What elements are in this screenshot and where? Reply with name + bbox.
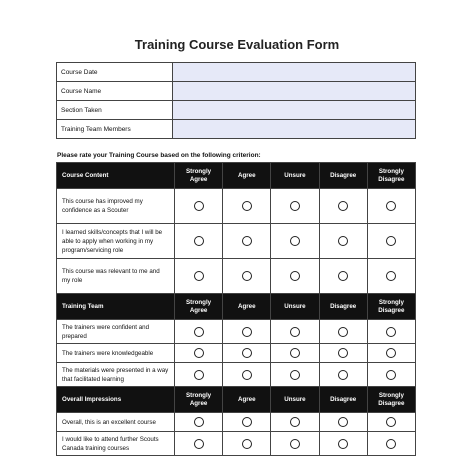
disagree-radio[interactable]	[338, 348, 348, 358]
unsure-radio[interactable]	[290, 201, 300, 211]
strongly-agree-radio[interactable]	[194, 201, 204, 211]
strongly-disagree-radio[interactable]	[386, 236, 396, 246]
question-text: The trainers were knowledgeable	[57, 344, 175, 363]
scale-strongly-agree-header: Strongly Agree	[175, 294, 223, 320]
section-heading: Training Team	[57, 294, 175, 320]
disagree-radio[interactable]	[338, 417, 348, 427]
option-cell	[271, 432, 319, 456]
rating-table	[56, 162, 416, 456]
option-cell	[223, 344, 271, 363]
training-team-members-field[interactable]	[173, 120, 416, 139]
option-cell	[223, 413, 271, 432]
disagree-radio[interactable]	[338, 201, 348, 211]
question-text: This course was relevant to me and my role	[57, 259, 175, 294]
option-cell	[367, 320, 415, 344]
unsure-radio[interactable]	[290, 271, 300, 281]
disagree-radio[interactable]	[338, 370, 348, 380]
disagree-radio[interactable]	[338, 271, 348, 281]
course-name-field[interactable]	[173, 82, 416, 101]
option-cell	[223, 224, 271, 259]
option-cell	[271, 224, 319, 259]
section-heading: Course Content	[57, 163, 175, 189]
course-info-table	[56, 62, 416, 139]
option-cell	[319, 363, 367, 387]
unsure-radio[interactable]	[290, 348, 300, 358]
option-cell	[223, 259, 271, 294]
disagree-radio[interactable]	[338, 439, 348, 449]
option-cell	[271, 189, 319, 224]
section-header-overall-impressions	[57, 387, 416, 413]
strongly-agree-radio[interactable]	[194, 327, 204, 337]
scale-agree-header: Agree	[223, 387, 271, 413]
agree-radio[interactable]	[242, 236, 252, 246]
question-text: This course has improved my confidence as a Scouter	[57, 189, 175, 224]
option-cell	[175, 344, 223, 363]
agree-radio[interactable]	[242, 370, 252, 380]
option-cell	[367, 432, 415, 456]
option-cell	[175, 320, 223, 344]
strongly-agree-radio[interactable]	[194, 439, 204, 449]
option-cell	[367, 413, 415, 432]
strongly-disagree-radio[interactable]	[386, 271, 396, 281]
option-cell	[175, 224, 223, 259]
strongly-disagree-radio[interactable]	[386, 417, 396, 427]
course-date-label: Course Date	[57, 63, 173, 82]
option-cell	[319, 344, 367, 363]
course-name-label: Course Name	[57, 82, 173, 101]
question-row	[57, 363, 416, 387]
training-team-members-label: Training Team Members	[57, 120, 173, 139]
scale-unsure-header: Unsure	[271, 163, 319, 189]
option-cell	[319, 320, 367, 344]
question-text: The trainers were confident and prepared	[57, 320, 175, 344]
scale-disagree-header: Disagree	[319, 294, 367, 320]
unsure-radio[interactable]	[290, 439, 300, 449]
agree-radio[interactable]	[242, 439, 252, 449]
option-cell	[319, 432, 367, 456]
scale-unsure-header: Unsure	[271, 294, 319, 320]
strongly-disagree-radio[interactable]	[386, 327, 396, 337]
scale-agree-header: Agree	[223, 163, 271, 189]
scale-strongly-disagree-header: Strongly Disagree	[367, 294, 415, 320]
section-header-training-team	[57, 294, 416, 320]
option-cell	[271, 413, 319, 432]
question-text: Overall, this is an excellent course	[57, 413, 175, 432]
strongly-disagree-radio[interactable]	[386, 201, 396, 211]
option-cell	[175, 432, 223, 456]
scale-unsure-header: Unsure	[271, 387, 319, 413]
strongly-disagree-radio[interactable]	[386, 370, 396, 380]
section-header-course-content	[57, 163, 416, 189]
question-row	[57, 344, 416, 363]
agree-radio[interactable]	[242, 417, 252, 427]
option-cell	[319, 413, 367, 432]
disagree-radio[interactable]	[338, 327, 348, 337]
agree-radio[interactable]	[242, 348, 252, 358]
unsure-radio[interactable]	[290, 236, 300, 246]
question-text: I learned skills/concepts that I will be able to apply when working in my program/servicing role	[57, 224, 175, 259]
scale-disagree-header: Disagree	[319, 163, 367, 189]
option-cell	[223, 189, 271, 224]
agree-radio[interactable]	[242, 327, 252, 337]
option-cell	[175, 413, 223, 432]
rating-prompt: Please rate your Training Course based on the following criterion:	[57, 152, 261, 159]
strongly-agree-radio[interactable]	[194, 417, 204, 427]
section-taken-label: Section Taken	[57, 101, 173, 120]
strongly-agree-radio[interactable]	[194, 271, 204, 281]
option-cell	[223, 363, 271, 387]
info-row-course-name	[57, 82, 416, 101]
unsure-radio[interactable]	[290, 327, 300, 337]
form-title: Training Course Evaluation Form	[134, 37, 340, 52]
scale-disagree-header: Disagree	[319, 387, 367, 413]
question-text: I would like to attend further Scouts Canada training courses	[57, 432, 175, 456]
agree-radio[interactable]	[242, 271, 252, 281]
scale-agree-header: Agree	[223, 294, 271, 320]
question-row	[57, 259, 416, 294]
scale-strongly-disagree-header: Strongly Disagree	[367, 387, 415, 413]
strongly-agree-radio[interactable]	[194, 370, 204, 380]
option-cell	[271, 344, 319, 363]
scale-strongly-agree-header: Strongly Agree	[175, 163, 223, 189]
info-row-course-date	[57, 63, 416, 82]
agree-radio[interactable]	[242, 201, 252, 211]
strongly-agree-radio[interactable]	[194, 348, 204, 358]
scale-strongly-disagree-header: Strongly Disagree	[367, 163, 415, 189]
question-row	[57, 320, 416, 344]
option-cell	[319, 259, 367, 294]
option-cell	[367, 259, 415, 294]
section-heading: Overall Impressions	[57, 387, 175, 413]
strongly-disagree-radio[interactable]	[386, 348, 396, 358]
option-cell	[271, 363, 319, 387]
course-date-field[interactable]	[173, 63, 416, 82]
strongly-disagree-radio[interactable]	[386, 439, 396, 449]
unsure-radio[interactable]	[290, 417, 300, 427]
disagree-radio[interactable]	[338, 236, 348, 246]
question-text: The materials were presented in a way that facilitated learning	[57, 363, 175, 387]
scale-strongly-agree-header: Strongly Agree	[175, 387, 223, 413]
option-cell	[271, 320, 319, 344]
question-row	[57, 189, 416, 224]
option-cell	[175, 363, 223, 387]
info-row-section-taken	[57, 101, 416, 120]
option-cell	[175, 259, 223, 294]
question-row	[57, 224, 416, 259]
option-cell	[367, 189, 415, 224]
strongly-agree-radio[interactable]	[194, 236, 204, 246]
section-taken-field[interactable]	[173, 101, 416, 120]
question-row	[57, 432, 416, 456]
option-cell	[223, 432, 271, 456]
option-cell	[319, 189, 367, 224]
option-cell	[271, 259, 319, 294]
option-cell	[367, 344, 415, 363]
unsure-radio[interactable]	[290, 370, 300, 380]
option-cell	[367, 224, 415, 259]
question-row	[57, 413, 416, 432]
info-row-training-team-members	[57, 120, 416, 139]
option-cell	[319, 224, 367, 259]
option-cell	[223, 320, 271, 344]
option-cell	[367, 363, 415, 387]
option-cell	[175, 189, 223, 224]
